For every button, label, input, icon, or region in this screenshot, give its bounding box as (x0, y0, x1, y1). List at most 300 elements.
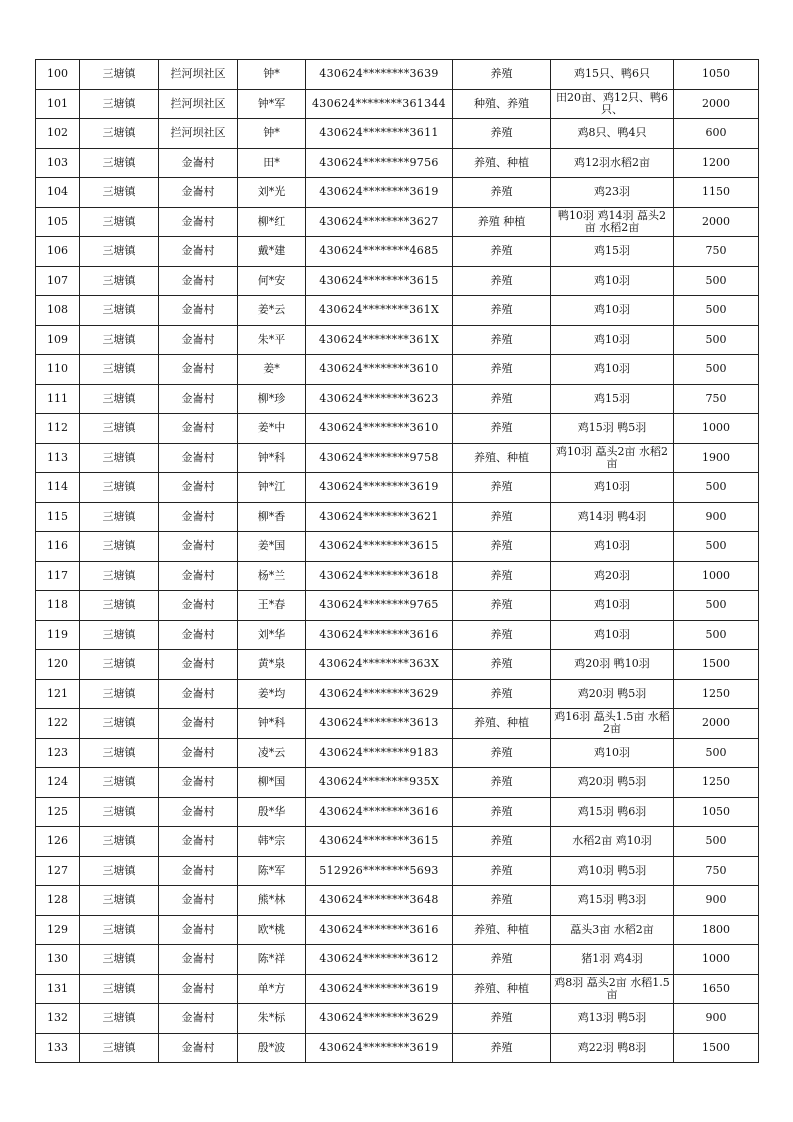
village-cell: 金崙村 (159, 709, 238, 739)
id-number-cell: 430624********3615 (306, 532, 453, 562)
village-cell: 金崙村 (159, 148, 238, 178)
row-number-cell: 121 (36, 679, 80, 709)
name-cell: 钟*科 (238, 709, 306, 739)
holdings-cell: 鸡15羽 (551, 237, 674, 267)
row-number-cell: 108 (36, 296, 80, 326)
table-row (36, 443, 759, 473)
row-number-cell: 101 (36, 89, 80, 119)
amount-cell: 1000 (674, 945, 759, 975)
category-cell: 养殖 (453, 886, 551, 916)
category-cell: 养殖 (453, 237, 551, 267)
name-cell: 熊*林 (238, 886, 306, 916)
row-number-cell: 117 (36, 561, 80, 591)
village-cell: 金崙村 (159, 384, 238, 414)
category-cell: 养殖 (453, 296, 551, 326)
name-cell: 刘*华 (238, 620, 306, 650)
holdings-cell: 鸡10羽 (551, 620, 674, 650)
category-cell: 养殖、种植 (453, 974, 551, 1004)
village-cell: 金崙村 (159, 797, 238, 827)
holdings-cell: 鸡13羽 鸭5羽 (551, 1004, 674, 1034)
name-cell: 姜*国 (238, 532, 306, 562)
row-number-cell: 104 (36, 178, 80, 208)
village-cell: 金崙村 (159, 591, 238, 621)
holdings-cell: 鸡12羽水稻2亩 (551, 148, 674, 178)
row-number-cell: 130 (36, 945, 80, 975)
id-number-cell: 430624********3639 (306, 60, 453, 90)
row-number-cell: 132 (36, 1004, 80, 1034)
name-cell: 朱*平 (238, 325, 306, 355)
amount-cell: 500 (674, 591, 759, 621)
row-number-cell: 103 (36, 148, 80, 178)
holdings-cell: 鸡15羽 鸭5羽 (551, 414, 674, 444)
village-cell: 金崙村 (159, 738, 238, 768)
row-number-cell: 110 (36, 355, 80, 385)
id-number-cell: 430624********361X (306, 325, 453, 355)
id-number-cell: 430624********361X (306, 296, 453, 326)
id-number-cell: 430624********9758 (306, 443, 453, 473)
table-row (36, 178, 759, 208)
holdings-cell: 鸡10羽 (551, 355, 674, 385)
amount-cell: 500 (674, 738, 759, 768)
township-cell: 三塘镇 (80, 148, 159, 178)
id-number-cell: 430624********3610 (306, 355, 453, 385)
township-cell: 三塘镇 (80, 679, 159, 709)
id-number-cell: 430624********3619 (306, 1033, 453, 1063)
holdings-cell: 鸡20羽 鸭10羽 (551, 650, 674, 680)
amount-cell: 1050 (674, 797, 759, 827)
holdings-cell: 鸡8羽 藠头2亩 水稻1.5亩 (551, 974, 674, 1004)
category-cell: 养殖 (453, 738, 551, 768)
category-cell: 养殖 (453, 945, 551, 975)
category-cell: 养殖 (453, 384, 551, 414)
township-cell: 三塘镇 (80, 650, 159, 680)
row-number-cell: 125 (36, 797, 80, 827)
village-cell: 金崙村 (159, 827, 238, 857)
category-cell: 养殖 (453, 768, 551, 798)
holdings-cell: 鸭10羽 鸡14羽 藠头2亩 水稻2亩 (551, 207, 674, 237)
village-cell: 拦河坝社区 (159, 60, 238, 90)
name-cell: 王*春 (238, 591, 306, 621)
id-number-cell: 430624********3623 (306, 384, 453, 414)
row-number-cell: 123 (36, 738, 80, 768)
row-number-cell: 116 (36, 532, 80, 562)
name-cell: 田* (238, 148, 306, 178)
village-cell: 拦河坝社区 (159, 89, 238, 119)
amount-cell: 500 (674, 325, 759, 355)
township-cell: 三塘镇 (80, 473, 159, 503)
village-cell: 金崙村 (159, 473, 238, 503)
table-row (36, 414, 759, 444)
id-number-cell: 430624********3613 (306, 709, 453, 739)
id-number-cell: 512926********5693 (306, 856, 453, 886)
amount-cell: 2000 (674, 89, 759, 119)
holdings-cell: 鸡20羽 (551, 561, 674, 591)
name-cell: 杨*兰 (238, 561, 306, 591)
village-cell: 金崙村 (159, 1033, 238, 1063)
name-cell: 姜* (238, 355, 306, 385)
name-cell: 姜*中 (238, 414, 306, 444)
id-number-cell: 430624********3629 (306, 679, 453, 709)
id-number-cell: 430624********3629 (306, 1004, 453, 1034)
township-cell: 三塘镇 (80, 620, 159, 650)
table-row (36, 1033, 759, 1063)
name-cell: 欧*桃 (238, 915, 306, 945)
row-number-cell: 102 (36, 119, 80, 149)
holdings-cell: 鸡20羽 鸭5羽 (551, 679, 674, 709)
holdings-cell: 鸡15羽 鸭6羽 (551, 797, 674, 827)
id-number-cell: 430624********3618 (306, 561, 453, 591)
amount-cell: 1000 (674, 561, 759, 591)
table-row (36, 532, 759, 562)
table-row (36, 473, 759, 503)
id-number-cell: 430624********361344 (306, 89, 453, 119)
holdings-cell: 鸡22羽 鸭8羽 (551, 1033, 674, 1063)
row-number-cell: 118 (36, 591, 80, 621)
table-row (36, 856, 759, 886)
table-row (36, 237, 759, 267)
id-number-cell: 430624********3615 (306, 827, 453, 857)
name-cell: 钟* (238, 60, 306, 90)
id-number-cell: 430624********3610 (306, 414, 453, 444)
township-cell: 三塘镇 (80, 119, 159, 149)
table-row (36, 119, 759, 149)
township-cell: 三塘镇 (80, 325, 159, 355)
id-number-cell: 430624********3621 (306, 502, 453, 532)
name-cell: 殷*华 (238, 797, 306, 827)
amount-cell: 750 (674, 856, 759, 886)
amount-cell: 1200 (674, 148, 759, 178)
table-body (36, 60, 759, 1063)
table-row (36, 384, 759, 414)
township-cell: 三塘镇 (80, 827, 159, 857)
amount-cell: 2000 (674, 207, 759, 237)
amount-cell: 500 (674, 473, 759, 503)
holdings-cell: 鸡10羽 (551, 296, 674, 326)
row-number-cell: 129 (36, 915, 80, 945)
name-cell: 姜*云 (238, 296, 306, 326)
township-cell: 三塘镇 (80, 502, 159, 532)
amount-cell: 900 (674, 502, 759, 532)
id-number-cell: 430624********3615 (306, 266, 453, 296)
name-cell: 戴*建 (238, 237, 306, 267)
township-cell: 三塘镇 (80, 945, 159, 975)
category-cell: 养殖 (453, 502, 551, 532)
table-row (36, 591, 759, 621)
table-row (36, 266, 759, 296)
name-cell: 钟*军 (238, 89, 306, 119)
category-cell: 养殖 (453, 414, 551, 444)
table-row (36, 1004, 759, 1034)
holdings-cell: 鸡10羽 (551, 266, 674, 296)
village-cell: 金崙村 (159, 296, 238, 326)
id-number-cell: 430624********3616 (306, 797, 453, 827)
row-number-cell: 113 (36, 443, 80, 473)
amount-cell: 1800 (674, 915, 759, 945)
township-cell: 三塘镇 (80, 266, 159, 296)
amount-cell: 1900 (674, 443, 759, 473)
township-cell: 三塘镇 (80, 856, 159, 886)
row-number-cell: 131 (36, 974, 80, 1004)
holdings-cell: 鸡23羽 (551, 178, 674, 208)
table-row (36, 886, 759, 916)
category-cell: 养殖 (453, 119, 551, 149)
holdings-cell: 鸡10羽 (551, 325, 674, 355)
category-cell: 养殖 (453, 60, 551, 90)
table-row (36, 768, 759, 798)
table-row (36, 945, 759, 975)
category-cell: 养殖 (453, 561, 551, 591)
id-number-cell: 430624********3611 (306, 119, 453, 149)
holdings-cell: 鸡15只、鸭6只 (551, 60, 674, 90)
category-cell: 养殖 (453, 620, 551, 650)
category-cell: 养殖 (453, 797, 551, 827)
village-cell: 金崙村 (159, 207, 238, 237)
category-cell: 养殖、种植 (453, 148, 551, 178)
table-row (36, 974, 759, 1004)
holdings-cell: 鸡15羽 鸭3羽 (551, 886, 674, 916)
township-cell: 三塘镇 (80, 591, 159, 621)
row-number-cell: 106 (36, 237, 80, 267)
amount-cell: 1500 (674, 1033, 759, 1063)
amount-cell: 500 (674, 827, 759, 857)
village-cell: 金崙村 (159, 650, 238, 680)
village-cell: 金崙村 (159, 886, 238, 916)
village-cell: 金崙村 (159, 915, 238, 945)
township-cell: 三塘镇 (80, 178, 159, 208)
name-cell: 姜*均 (238, 679, 306, 709)
row-number-cell: 100 (36, 60, 80, 90)
name-cell: 刘*光 (238, 178, 306, 208)
name-cell: 殷*波 (238, 1033, 306, 1063)
beneficiary-table (35, 59, 759, 1063)
id-number-cell: 430624********4685 (306, 237, 453, 267)
township-cell: 三塘镇 (80, 60, 159, 90)
id-number-cell: 430624********3619 (306, 974, 453, 1004)
holdings-cell: 田20亩、鸡12只、鸭6只、 (551, 89, 674, 119)
id-number-cell: 430624********3616 (306, 915, 453, 945)
name-cell: 单*方 (238, 974, 306, 1004)
holdings-cell: 鸡15羽 (551, 384, 674, 414)
amount-cell: 500 (674, 355, 759, 385)
name-cell: 韩*宗 (238, 827, 306, 857)
holdings-cell: 鸡14羽 鸭4羽 (551, 502, 674, 532)
category-cell: 养殖 (453, 856, 551, 886)
village-cell: 金崙村 (159, 414, 238, 444)
amount-cell: 1500 (674, 650, 759, 680)
category-cell: 养殖、种植 (453, 709, 551, 739)
village-cell: 金崙村 (159, 561, 238, 591)
row-number-cell: 127 (36, 856, 80, 886)
village-cell: 金崙村 (159, 620, 238, 650)
row-number-cell: 109 (36, 325, 80, 355)
amount-cell: 600 (674, 119, 759, 149)
category-cell: 养殖 (453, 827, 551, 857)
category-cell: 养殖 (453, 679, 551, 709)
row-number-cell: 133 (36, 1033, 80, 1063)
name-cell: 柳*珍 (238, 384, 306, 414)
amount-cell: 1250 (674, 768, 759, 798)
village-cell: 金崙村 (159, 502, 238, 532)
holdings-cell: 水稻2亩 鸡10羽 (551, 827, 674, 857)
id-number-cell: 430624********3619 (306, 178, 453, 208)
amount-cell: 1050 (674, 60, 759, 90)
holdings-cell: 猪1羽 鸡4羽 (551, 945, 674, 975)
village-cell: 金崙村 (159, 532, 238, 562)
holdings-cell: 鸡10羽 (551, 591, 674, 621)
amount-cell: 1650 (674, 974, 759, 1004)
row-number-cell: 128 (36, 886, 80, 916)
township-cell: 三塘镇 (80, 1004, 159, 1034)
category-cell: 种殖、养殖 (453, 89, 551, 119)
id-number-cell: 430624********9183 (306, 738, 453, 768)
table-row (36, 797, 759, 827)
table-row (36, 89, 759, 119)
id-number-cell: 430624********935X (306, 768, 453, 798)
row-number-cell: 122 (36, 709, 80, 739)
name-cell: 柳*国 (238, 768, 306, 798)
row-number-cell: 114 (36, 473, 80, 503)
name-cell: 钟*江 (238, 473, 306, 503)
row-number-cell: 126 (36, 827, 80, 857)
amount-cell: 500 (674, 532, 759, 562)
township-cell: 三塘镇 (80, 384, 159, 414)
category-cell: 养殖 (453, 532, 551, 562)
amount-cell: 900 (674, 886, 759, 916)
table-row (36, 148, 759, 178)
name-cell: 钟*科 (238, 443, 306, 473)
row-number-cell: 105 (36, 207, 80, 237)
table-row (36, 679, 759, 709)
holdings-cell: 鸡10羽 (551, 738, 674, 768)
holdings-cell: 鸡10羽 (551, 473, 674, 503)
table-row (36, 325, 759, 355)
village-cell: 金崙村 (159, 679, 238, 709)
table-row (36, 561, 759, 591)
category-cell: 养殖 (453, 355, 551, 385)
name-cell: 柳*红 (238, 207, 306, 237)
row-number-cell: 115 (36, 502, 80, 532)
row-number-cell: 112 (36, 414, 80, 444)
holdings-cell: 鸡10羽 鸭5羽 (551, 856, 674, 886)
township-cell: 三塘镇 (80, 561, 159, 591)
id-number-cell: 430624********3619 (306, 473, 453, 503)
holdings-cell: 藠头3亩 水稻2亩 (551, 915, 674, 945)
village-cell: 金崙村 (159, 178, 238, 208)
table-row (36, 915, 759, 945)
row-number-cell: 111 (36, 384, 80, 414)
township-cell: 三塘镇 (80, 1033, 159, 1063)
village-cell: 金崙村 (159, 237, 238, 267)
id-number-cell: 430624********363X (306, 650, 453, 680)
category-cell: 养殖 (453, 591, 551, 621)
table-row (36, 620, 759, 650)
township-cell: 三塘镇 (80, 414, 159, 444)
name-cell: 柳*香 (238, 502, 306, 532)
amount-cell: 900 (674, 1004, 759, 1034)
id-number-cell: 430624********9765 (306, 591, 453, 621)
township-cell: 三塘镇 (80, 355, 159, 385)
township-cell: 三塘镇 (80, 207, 159, 237)
holdings-cell: 鸡10羽 (551, 532, 674, 562)
name-cell: 钟* (238, 119, 306, 149)
amount-cell: 750 (674, 384, 759, 414)
village-cell: 金崙村 (159, 974, 238, 1004)
township-cell: 三塘镇 (80, 237, 159, 267)
name-cell: 何*安 (238, 266, 306, 296)
amount-cell: 1150 (674, 178, 759, 208)
village-cell: 金崙村 (159, 856, 238, 886)
township-cell: 三塘镇 (80, 296, 159, 326)
village-cell: 金崙村 (159, 266, 238, 296)
name-cell: 朱*标 (238, 1004, 306, 1034)
name-cell: 黄*泉 (238, 650, 306, 680)
category-cell: 养殖 (453, 325, 551, 355)
id-number-cell: 430624********3612 (306, 945, 453, 975)
category-cell: 养殖、种植 (453, 915, 551, 945)
table-row (36, 827, 759, 857)
holdings-cell: 鸡16羽 藠头1.5亩 水稻2亩 (551, 709, 674, 739)
name-cell: 陈*祥 (238, 945, 306, 975)
amount-cell: 1000 (674, 414, 759, 444)
table-row (36, 650, 759, 680)
table-row (36, 355, 759, 385)
id-number-cell: 430624********9756 (306, 148, 453, 178)
category-cell: 养殖 (453, 266, 551, 296)
village-cell: 金崙村 (159, 768, 238, 798)
township-cell: 三塘镇 (80, 738, 159, 768)
table-row (36, 709, 759, 739)
village-cell: 金崙村 (159, 945, 238, 975)
category-cell: 养殖、种植 (453, 443, 551, 473)
category-cell: 养殖 (453, 1004, 551, 1034)
table-row (36, 502, 759, 532)
township-cell: 三塘镇 (80, 974, 159, 1004)
amount-cell: 500 (674, 620, 759, 650)
row-number-cell: 124 (36, 768, 80, 798)
village-cell: 金崙村 (159, 355, 238, 385)
amount-cell: 750 (674, 237, 759, 267)
amount-cell: 500 (674, 266, 759, 296)
holdings-cell: 鸡8只、鸭4只 (551, 119, 674, 149)
amount-cell: 1250 (674, 679, 759, 709)
category-cell: 养殖 (453, 650, 551, 680)
row-number-cell: 120 (36, 650, 80, 680)
amount-cell: 500 (674, 296, 759, 326)
row-number-cell: 107 (36, 266, 80, 296)
row-number-cell: 119 (36, 620, 80, 650)
township-cell: 三塘镇 (80, 886, 159, 916)
township-cell: 三塘镇 (80, 915, 159, 945)
township-cell: 三塘镇 (80, 768, 159, 798)
id-number-cell: 430624********3616 (306, 620, 453, 650)
village-cell: 金崙村 (159, 443, 238, 473)
id-number-cell: 430624********3648 (306, 886, 453, 916)
township-cell: 三塘镇 (80, 709, 159, 739)
village-cell: 金崙村 (159, 325, 238, 355)
category-cell: 养殖 (453, 473, 551, 503)
holdings-cell: 鸡20羽 鸭5羽 (551, 768, 674, 798)
village-cell: 拦河坝社区 (159, 119, 238, 149)
township-cell: 三塘镇 (80, 443, 159, 473)
holdings-cell: 鸡10羽 藠头2亩 水稻2亩 (551, 443, 674, 473)
township-cell: 三塘镇 (80, 532, 159, 562)
category-cell: 养殖 (453, 178, 551, 208)
name-cell: 凌*云 (238, 738, 306, 768)
township-cell: 三塘镇 (80, 89, 159, 119)
table-row (36, 60, 759, 90)
amount-cell: 2000 (674, 709, 759, 739)
name-cell: 陈*军 (238, 856, 306, 886)
